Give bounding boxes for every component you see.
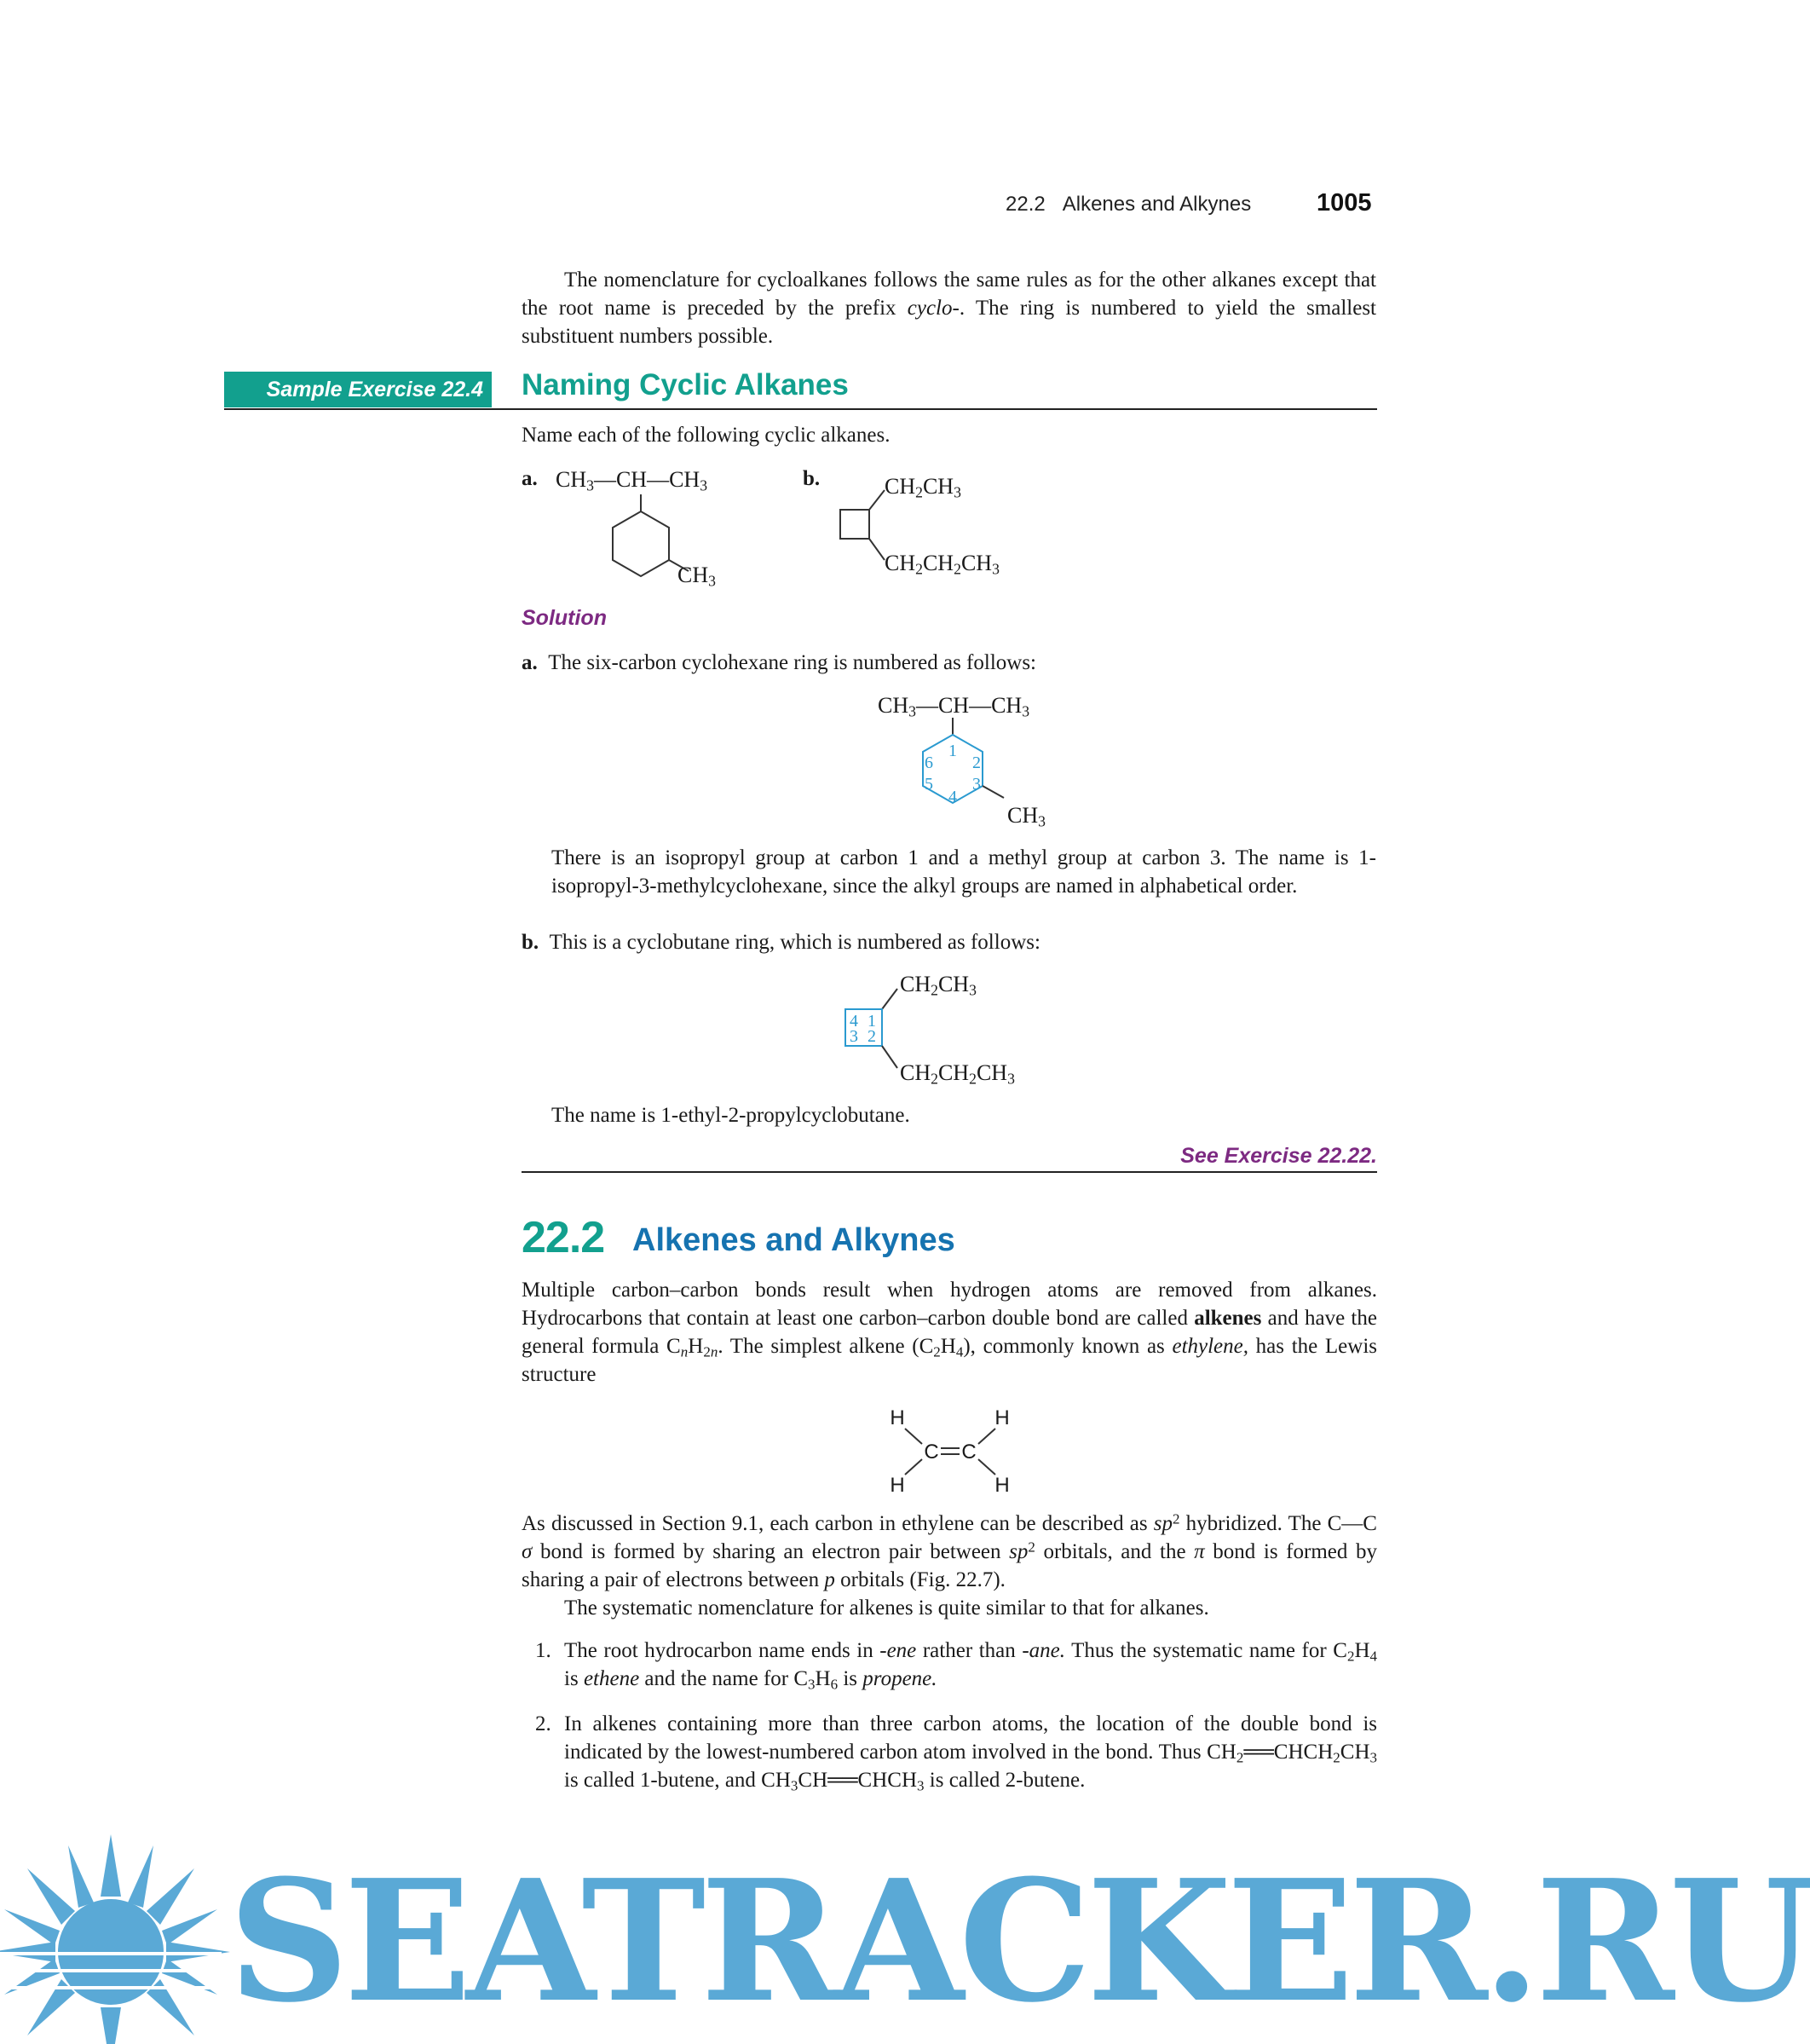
see-exercise-link[interactable]: See Exercise 22.22.: [1180, 1144, 1377, 1168]
watermark-sun-icon: [0, 1824, 222, 2044]
sample-exercise-rule: [224, 408, 1377, 410]
list-item-2: In alkenes containing more than three carbon atoms, the location of the double bond is indicated by the lowest-numbered carbon atom involved in the bond. Thus $CH_2══CHCH_2CH_3$ is called 1-butene, and $CH_3CH══CHCH_3$ is called 2-butene.: [564, 1712, 1377, 1794]
part-b-label: b.: [803, 467, 821, 490]
ring-b-number-3: 3: [850, 1027, 858, 1046]
watermark-text: SEATRACKER.RU: [228, 1844, 1810, 2040]
list-marker-2: 2.: [535, 1712, 551, 1735]
structure-a-chain: $CH_3—CH—CH_3$: [556, 467, 708, 494]
ethylene-h-top-right: H: [994, 1406, 1010, 1429]
section-title: Alkenes and Alkynes: [632, 1222, 955, 1258]
sample-exercise-label: Sample Exercise 22.4: [224, 372, 492, 407]
paragraph-alkenes: Multiple carbon–carbon bonds result when hydrogen atoms are removed from alkanes. Hydrocarbons that contain at least one carbon–carbon double bond are called alkenes and have the general formula $C_nH_{2n}$. The simplest alkene $(C_2H_4)$, commonly known as ethylene, has the Lewis structure: [522, 1279, 1378, 1386]
solution-a-chain: $CH_3—CH—CH_3$: [878, 693, 1030, 720]
exercise-title: Naming Cyclic Alkanes: [522, 368, 849, 401]
solution-a-ring: [903, 716, 1023, 823]
exercise-end-rule: [522, 1171, 1377, 1173]
ethylene-c-right: C: [961, 1441, 977, 1464]
solution-label: Solution: [522, 606, 607, 630]
running-header: [1006, 193, 1251, 217]
ring-b-number-1: 1: [868, 1012, 876, 1031]
ring-number-1: 1: [948, 742, 957, 760]
ethylene-c-left: C: [924, 1441, 939, 1464]
ethylene-h-bottom-left: H: [890, 1474, 905, 1497]
header-title: Alkenes and Alkynes: [1062, 193, 1252, 216]
solution-b-intro: b. This is a cyclobutane ring, which is numbered as follows:: [522, 931, 1040, 954]
structure-a-methyl: $CH_3$: [677, 563, 716, 590]
exercise-prompt: Name each of the following cyclic alkanes.: [522, 424, 891, 447]
list-marker-1: 1.: [535, 1639, 551, 1662]
solution-a-text: There is an isopropyl group at carbon 1 and a methyl group at carbon 3. The name is 1-isopropyl-3-methylcyclohexane, since the alkyl groups are named in alphabetical order.: [551, 846, 1376, 898]
intro-paragraph: The nomenclature for cycloalkanes follows the same rules as for the other alkanes except that the root name is preceded by the prefix cyclo-. The ring is numbered to yield the smallest substituent numbers possible.: [522, 268, 1376, 348]
structure-b-propyl: $CH_2CH_2CH_3$: [885, 551, 1000, 578]
ring-number-3: 3: [972, 775, 981, 794]
ring-b-number-2: 2: [868, 1027, 876, 1046]
part-a-label: a.: [522, 467, 538, 490]
solution-a-intro: a. The six-carbon cyclohexane ring is numbered as follows:: [522, 651, 1036, 674]
solution-b-propyl: $CH_2CH_2CH_3$: [900, 1060, 1015, 1088]
ethylene-h-bottom-right: H: [994, 1474, 1010, 1497]
header-section: 22.2: [1006, 193, 1046, 216]
structure-b-ethyl: $CH_2CH_3$: [885, 474, 961, 501]
ring-number-6: 6: [925, 754, 933, 772]
solution-a-methyl: $CH_3$: [1007, 803, 1046, 830]
page-number: 1005: [1317, 189, 1372, 217]
ring-number-5: 5: [925, 775, 933, 794]
ring-b-number-4: 4: [850, 1012, 858, 1031]
section-number: 22.2: [522, 1213, 605, 1262]
ethylene-h-top-left: H: [890, 1406, 905, 1429]
solution-b-text: The name is 1-ethyl-2-propylcyclobutane.: [551, 1104, 910, 1127]
paragraph-hybridization: As discussed in Section 9.1, each carbon in ethylene can be described as $sp^2$ hybridized. The C—C σ bond is formed by sharing an electron pair between $sp^2$ orbitals, and the π bond is formed by sharing a pair of electrons between p orbitals (Fig. 22.7).: [522, 1510, 1377, 1591]
list-item-1: The root hydrocarbon name ends in -ene rather than -ane. Thus the systematic name for $C_2H_4$ is ethene and the name for $C_3H_6$ is propene.: [564, 1639, 1377, 1693]
ethylene-lewis-structure: [878, 1401, 1023, 1497]
solution-b-ethyl: $CH_2CH_3$: [900, 972, 977, 999]
solution-b-ring: [839, 980, 908, 1083]
ring-number-4: 4: [948, 788, 957, 806]
ring-number-2: 2: [972, 754, 981, 772]
paragraph-nomenclature: The systematic nomenclature for alkenes is quite similar to that for alkanes.: [564, 1597, 1209, 1620]
